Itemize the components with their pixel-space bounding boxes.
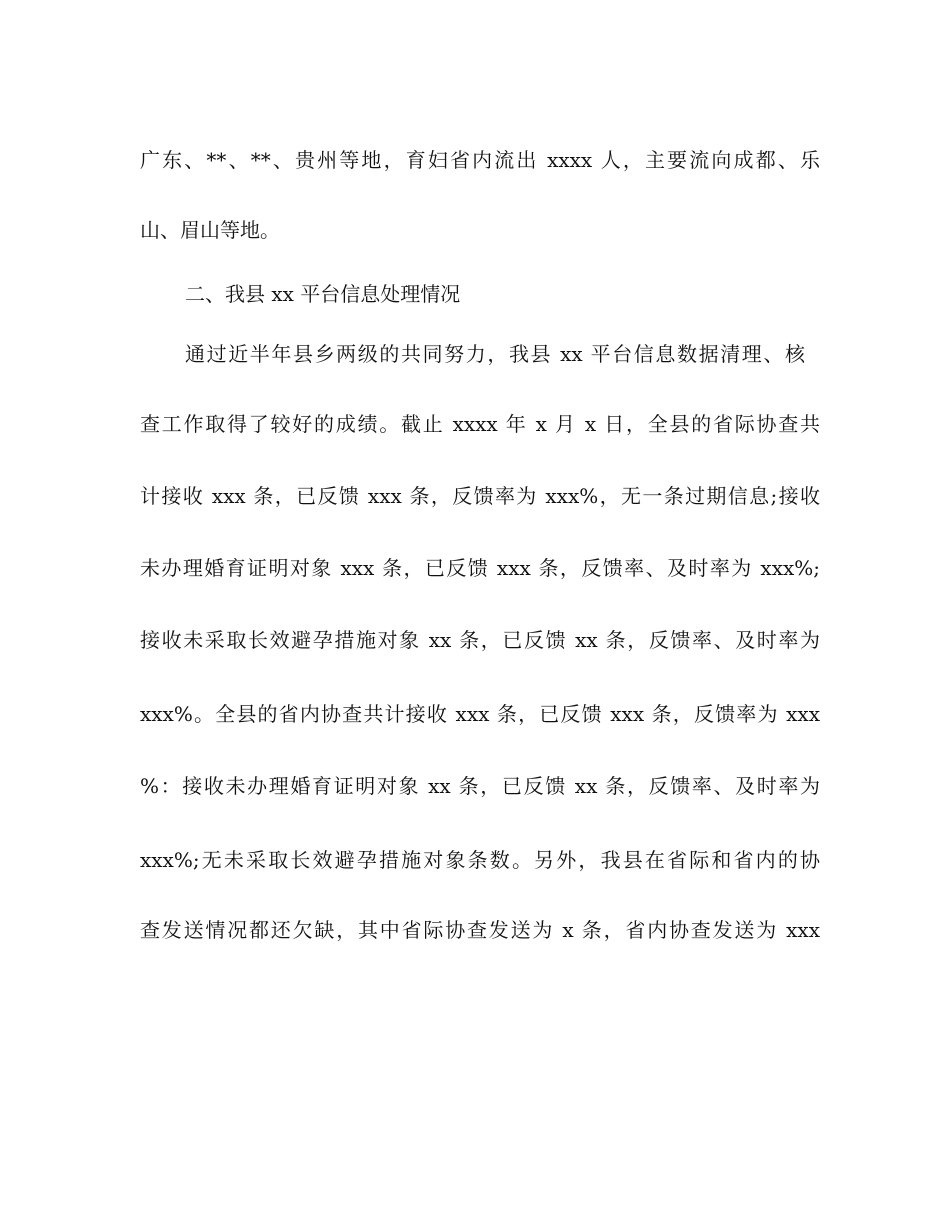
text-line-1: 广东、**、**、贵州等地，育妇省内流出 xxxx 人，主要流向成都、乐 [140, 148, 820, 172]
text-line-7: 未办理婚育证明对象 xxx 条，已反馈 xxx 条，反馈率、及时率为 xxx%; [140, 556, 820, 580]
text-line-8: 接收未采取长效避孕措施对象 xx 条，已反馈 xx 条，反馈率、及时率为 [140, 628, 820, 652]
text-line-10: %：接收未办理婚育证明对象 xx 条，已反馈 xx 条，反馈率、及时率为 [140, 774, 820, 798]
text-line-12: 查发送情况都还欠缺，其中省际协查发送为 x 条，省内协查发送为 xxx [140, 918, 820, 942]
text-line-9: xxx%。全县的省内协查共计接收 xxx 条，已反馈 xxx 条，反馈率为 xxx [140, 702, 820, 726]
text-line-11: xxx%;无未采取长效避孕措施对象条数。另外，我县在省际和省内的协 [140, 848, 820, 872]
section-heading: 二、我县 xx 平台信息处理情况 [185, 282, 461, 306]
text-line-6: 计接收 xxx 条，已反馈 xxx 条，反馈率为 xxx%，无一条过期信息;接收 [140, 484, 820, 508]
text-line-2: 山、眉山等地。 [140, 218, 280, 242]
text-line-5: 查工作取得了较好的成绩。截止 xxxx 年 x 月 x 日，全县的省际协查共 [140, 412, 820, 436]
text-line-4: 通过近半年县乡两级的共同努力，我县 xx 平台信息数据清理、核 [185, 342, 805, 366]
